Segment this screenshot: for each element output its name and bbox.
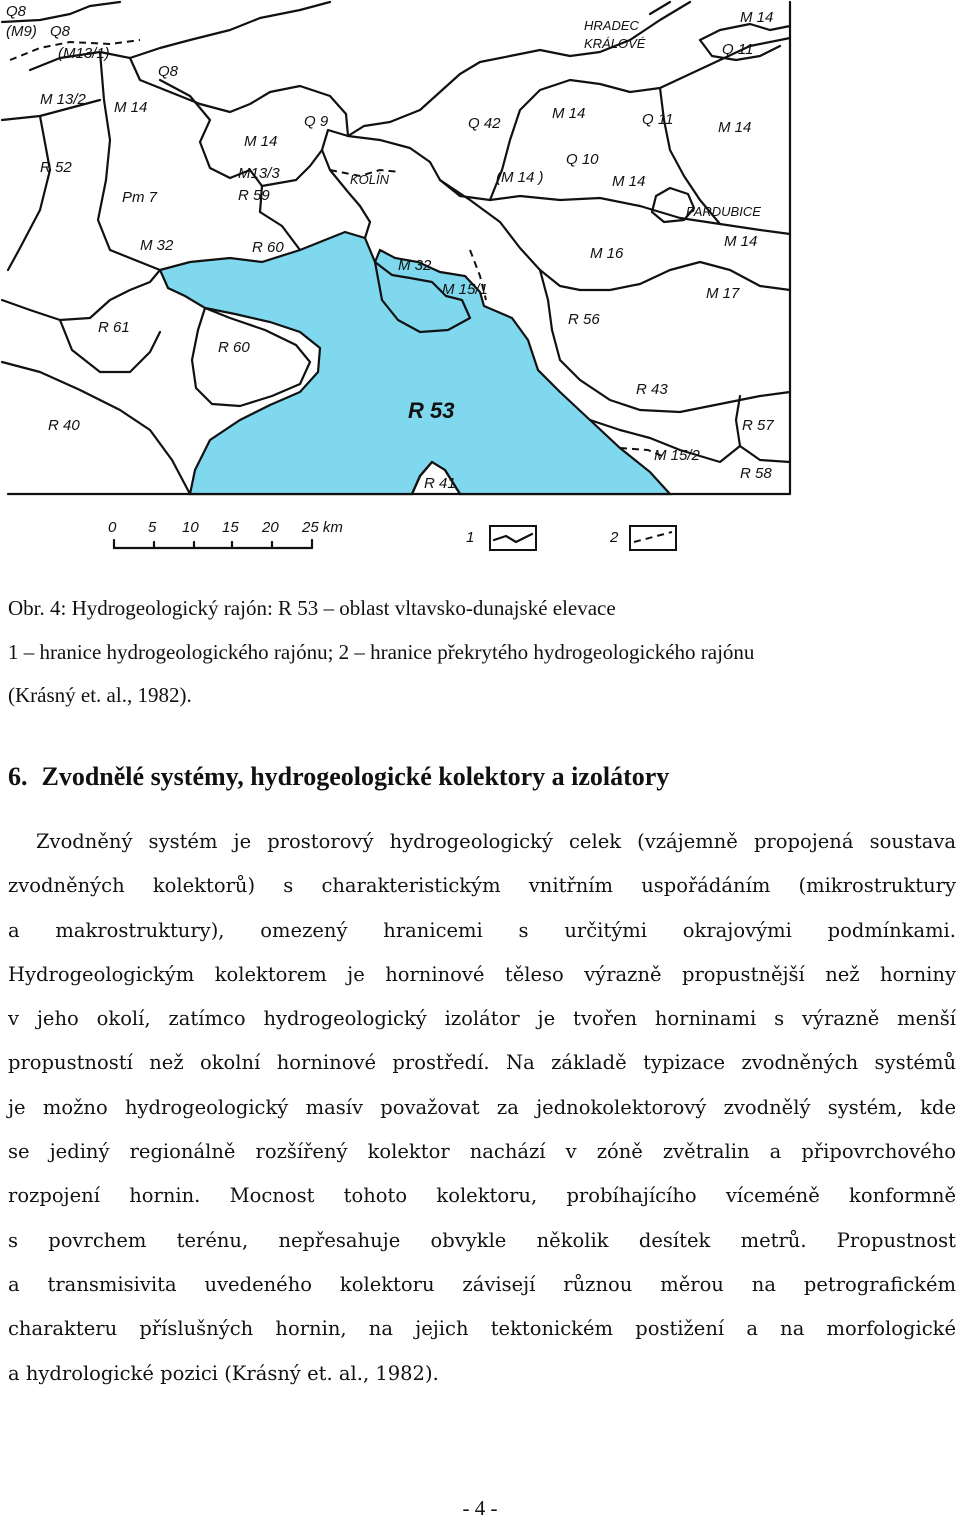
- map-label: R 60: [218, 339, 250, 356]
- map-label: R 60: [252, 239, 284, 256]
- map-label: M 14: [724, 233, 758, 250]
- map-label-r53: R 53: [408, 398, 455, 423]
- svg-text:10: 10: [182, 519, 199, 536]
- body-paragraph: [8, 820, 956, 1396]
- hydrogeological-map: [0, 0, 800, 560]
- map-label: Pm 7: [122, 189, 158, 206]
- city-label-hradec: HRADEC: [584, 18, 639, 33]
- map-label: R 56: [568, 311, 600, 328]
- svg-text:25 km: 25 km: [302, 519, 343, 536]
- map-label: R 58: [740, 465, 772, 482]
- map-label: M 16: [590, 245, 624, 262]
- city-label-pardubice: PARDUBICE: [686, 204, 761, 219]
- page-number: - 4 -: [462, 1496, 498, 1520]
- body-line: s povrchem terénu, nepřesahuje obvykle několik desítek metrů. Propustnost: [8, 1228, 956, 1252]
- city-label-kolin: KOLÍN: [350, 172, 390, 187]
- map-label: M 32: [398, 257, 432, 274]
- map-label: M 14: [740, 9, 774, 26]
- section-heading: [8, 762, 669, 792]
- map-label: M 13/2: [40, 91, 86, 108]
- city-label-kralove: KRÁLOVÉ: [584, 36, 646, 51]
- map-label: Q 9: [304, 113, 329, 130]
- map-label: M 32: [140, 237, 174, 254]
- figure-caption-legend: 1 – hranice hydrogeologického rajónu; 2 – hranice překrytého hydrogeologického rajónu: [8, 640, 755, 664]
- map-label: R 57: [742, 417, 774, 434]
- map-label: R 40: [48, 417, 80, 434]
- map-label: (M9): [6, 23, 37, 40]
- map-label: R 41: [424, 475, 456, 492]
- section-title: Zvodnělé systémy, hydrogeologické kolektory a izolátory: [41, 762, 670, 791]
- map-label: M 15/1: [442, 281, 488, 298]
- map-label: Q 10: [566, 151, 599, 168]
- map-legend: [466, 526, 676, 550]
- map-label: M 17: [706, 285, 740, 302]
- body-line: Hydrogeologickým kolektorem je horninové těleso výrazně propustnější než horniny: [8, 962, 956, 986]
- svg-text:20: 20: [262, 519, 279, 536]
- svg-text:2: 2: [610, 529, 619, 546]
- map-label: Q 11: [642, 111, 674, 128]
- map-label: M13/3: [238, 165, 280, 182]
- body-line: a hydrologické pozici (Krásný et. al., 1982).: [8, 1361, 439, 1385]
- map-label: M 14: [612, 173, 646, 190]
- body-line: rozpojení hornin. Mocnost tohoto kolektoru, probíhajícího víceméně konformně: [8, 1184, 956, 1208]
- svg-text:0: 0: [108, 519, 117, 536]
- svg-text:5: 5: [148, 519, 157, 536]
- svg-text:1: 1: [466, 529, 475, 546]
- figure-caption-source: (Krásný et. al., 1982).: [8, 683, 192, 707]
- body-line: Zvodněný systém je prostorový hydrogeologický celek (vzájemně propojená soustava: [36, 830, 956, 853]
- map-label: R 52: [40, 159, 72, 176]
- figure-caption-title: Obr. 4: Hydrogeologický rajón: R 53 – oblast vltavsko-dunajské elevace: [8, 596, 616, 620]
- map-label: M 14: [244, 133, 278, 150]
- map-label: R 43: [636, 381, 668, 398]
- map-label: M 14: [552, 105, 586, 122]
- body-line: je možno hydrogeologický masív považovat za jednokolektorový zvodnělý systém, kde: [8, 1095, 956, 1119]
- map-label: M 14: [114, 99, 148, 116]
- body-line: v jeho okolí, zatímco hydrogeologický izolátor je tvořen horninami s výrazně menší: [8, 1007, 956, 1031]
- section-number: 6.: [8, 762, 28, 791]
- map-label: (M13/1): [58, 45, 110, 62]
- svg-text:15: 15: [222, 519, 239, 536]
- body-line: charakteru příslušných hornin, na jejich tektonickém postižení a na morfologické: [8, 1317, 956, 1341]
- map-label: M 15/2: [654, 447, 700, 464]
- body-line: a transmisivita uvedeného kolektoru závisejí různou měrou na petrografickém: [8, 1272, 956, 1296]
- map-label: Q 11: [722, 41, 754, 58]
- map-label: (M 14 ): [496, 169, 544, 186]
- map-label: M 14: [718, 119, 752, 136]
- map-label: R 61: [98, 319, 130, 336]
- body-line: se jediný regionálně rozšířený kolektor nachází v zóně zvětralin a připovrchového: [8, 1140, 956, 1164]
- body-line: propustností než okolní horninové prostředí. Na základě typizace zvodněných systémů: [8, 1051, 956, 1075]
- map-label: Q8: [6, 3, 27, 20]
- map-label: Q 42: [468, 115, 501, 132]
- map-label: Q8: [158, 63, 179, 80]
- body-line: zvodněných kolektorů) s charakteristickým vnitřním uspořádáním (mikrostruktury: [8, 874, 956, 898]
- body-line: a makrostruktury), omezený hranicemi s určitými okrajovými podmínkami.: [8, 918, 956, 942]
- scale-bar: [108, 519, 343, 548]
- map-label: Q8: [50, 23, 71, 40]
- map-label: R 59: [238, 187, 270, 204]
